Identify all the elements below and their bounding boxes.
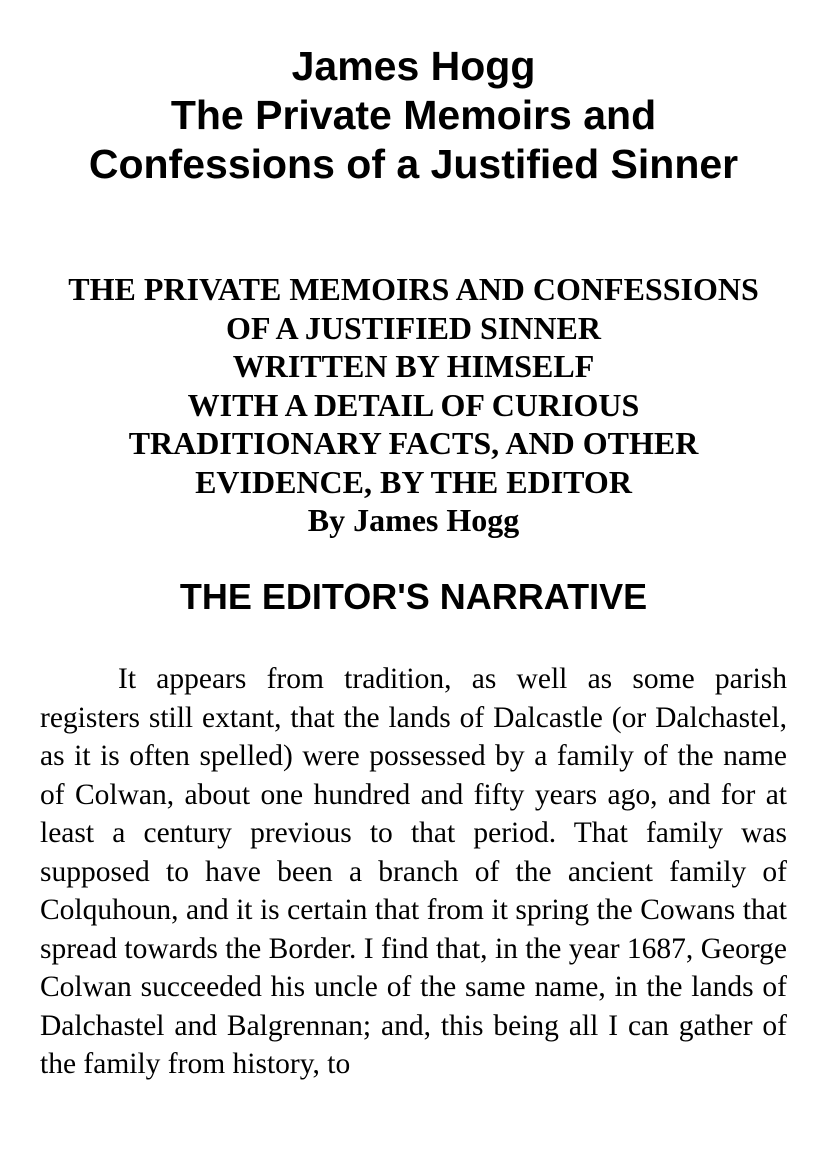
title-page-block — [0, 270, 827, 540]
title-page-line: EVIDENCE, BY THE EDITOR — [195, 463, 632, 500]
title-page-line: WRITTEN BY HIMSELF — [232, 348, 595, 384]
author-name: James Hogg — [291, 43, 536, 89]
title-page-line: OF A JUSTIFIED SINNER — [226, 309, 601, 346]
title-page-line: THE PRIVATE MEMOIRS AND CONFESSIONS — [68, 271, 759, 307]
section-heading: THE EDITOR'S NARRATIVE — [179, 576, 648, 617]
title-line-2: Confessions of a Justified Sinner — [88, 141, 739, 187]
book-title — [0, 42, 827, 189]
title-page-line: WITH A DETAIL OF CURIOUS — [187, 386, 640, 423]
body-paragraph: It appears from tradition, as well as some parish registers still extant, that the lands of Dalcastle (or Dalchastel, as it is often spelled) were possessed by a family of the name of Colwan, about one hundred and fifty years ago, and for at least a century previous to that period. That family was supposed to have been a branch of the ancient family of Colquhoun, and it is certain that from it spring the Cowans that spread towards the Border. I find that, in the year 1687, George Colwan succeeded his uncle of the same name, in the lands of Dalchastel and Balgrennan; and, this being all I can gather of the family from history, to — [40, 663, 787, 1080]
title-line-1: The Private Memoirs and — [170, 92, 657, 138]
title-page-line: TRADITIONARY FACTS, AND OTHER — [128, 425, 699, 461]
byline: By James Hogg — [307, 502, 520, 538]
